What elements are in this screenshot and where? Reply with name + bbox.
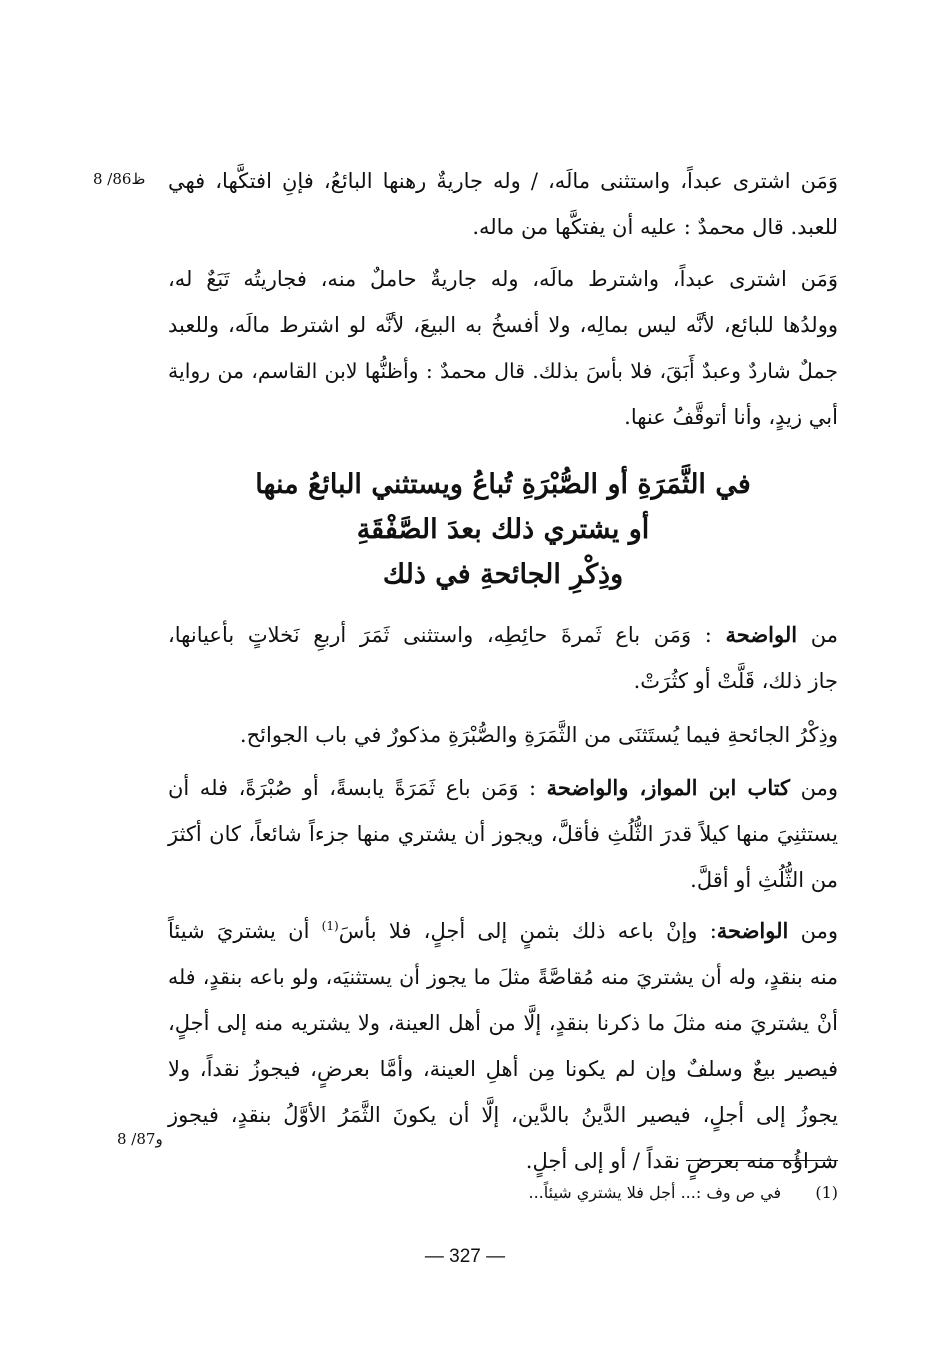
text-line: وذِكْرُ الجائحةِ فيما يُستَثنَى من الثَّمَرَةِ والصُّبْرَةِ مذكورٌ في باب الجوائح. bbox=[239, 723, 838, 747]
paragraph-5 bbox=[168, 765, 838, 903]
footnote-reference[interactable]: (1) bbox=[321, 919, 339, 933]
text-line: للعبد. قال محمدٌ : عليه أن يفتكَّها من ماله. bbox=[472, 215, 838, 239]
paragraph-3 bbox=[168, 612, 838, 704]
text-line: فيصير بيعٌ وسلفٌ وإن لم يكونا مِن أهلِ العينة، وأمَّا بعرضٍ، فيجوزُ نقداً، ولا bbox=[168, 1057, 838, 1081]
text-line: من الواضحة : وَمَن باع ثَمرةَ حائِطِه، واستثنى ثَمَرَ أربعِ نَخلاتٍ بأعيانها، bbox=[168, 622, 838, 647]
text-line: أنْ يشتريَ منه مثلَ ما ذكرنا بنقدٍ، إلَّا من أهل العينة، ولا يشتريه منه إلى أجلٍ، bbox=[168, 1011, 838, 1035]
text-line: يستثنِيَ منها كيلاً قدرَ الثُّلُثِ فأقلَّ، ويجوز أن يشتري منها جزءاً شائعاً، كان أكثرَ bbox=[168, 822, 838, 846]
page-number: — 327 — bbox=[424, 1246, 506, 1267]
text-line: من الثُّلُثِ أو أقلَّ. bbox=[690, 868, 838, 892]
text-line: شراؤُه منه بعرضٍ نقداً / أو إلى أجلٍ. bbox=[525, 1149, 838, 1173]
source-name: الواضحة bbox=[716, 918, 789, 943]
source-name: الواضحة bbox=[725, 622, 798, 647]
text-line: منه بنقدٍ، وله أن يشتريَ منه مُقاصَّةً مثلَ ما يجوز أن يستثنيَه، ولو باعه بنقدٍ، فله bbox=[168, 965, 838, 989]
paragraph-1 bbox=[168, 158, 838, 250]
text-line: جملٌ شاردٌ وعبدٌ أَبَقَ، فلا بأسَ بذلك. قال محمدٌ : وأظنُّها لابن القاسم، من رواية bbox=[168, 359, 838, 383]
text-line: أبي زيدٍ، وأنا أتوقَّفُ عنها. bbox=[624, 405, 838, 429]
text-line: ومن كتاب ابن المواز، والواضحة : وَمَن باع ثَمَرَةً يابسةً، أو صُبْرَةً، فله أن bbox=[168, 775, 838, 800]
heading-line: في الثَّمَرَةِ أو الصُّبْرَةِ تُباعُ ويستثني البائعُ منها bbox=[255, 469, 751, 500]
text-line: وَمَن اشترى عبداً، واستثنى مالَه، / وله جاريةٌ رهنها البائعُ، فإنِ افتكَّها، فهي bbox=[168, 169, 838, 193]
margin-folio-reference: 8 /87و bbox=[117, 1130, 163, 1148]
footnote bbox=[380, 1178, 838, 1208]
margin-folio-reference: 8 /86ظ bbox=[93, 170, 146, 188]
text-line: يجوزُ إلى أجلٍ، فيصير الدَّينُ بالدَّين، إلَّا أن يكونَ الثَّمَرُ الأوَّلُ بنقدٍ، فيجوز bbox=[168, 1103, 838, 1127]
footnote-number: (1) bbox=[815, 1183, 838, 1202]
heading-line: أو يشتري ذلك بعدَ الصَّفْقَةِ bbox=[356, 514, 650, 545]
text-line: ومن الواضحة: وإنْ باعه ذلك بثمنٍ إلى أجلٍ، فلا بأسَ$^{(1)}$ أن يشتريَ شيئاً bbox=[168, 918, 838, 943]
footnote-divider bbox=[686, 1160, 838, 1161]
paragraph-2 bbox=[168, 256, 838, 440]
paragraph-6 bbox=[168, 903, 838, 1184]
source-name: كتاب ابن المواز، والواضحة bbox=[546, 775, 791, 800]
text-line: وولدُها للبائع، لأنَّه ليس بمالِه، ولا أفسخُ به البيعَ، لأنَّه لو اشترط مالَه، وللعبد bbox=[168, 313, 838, 337]
text-line: وَمَن اشترى عبداً، واشترط مالَه، وله جاريةٌ حاملٌ منه، فجاريتُه تَبَعٌ له، bbox=[168, 267, 838, 291]
section-heading bbox=[168, 462, 838, 597]
footnote-text: في ص وف :... أجل فلا يشتري شيئاً... bbox=[528, 1183, 782, 1202]
text-line: جاز ذلك، قَلَّتْ أو كثُرَتْ. bbox=[633, 669, 838, 693]
heading-line: وذِكْرِ الجائحةِ في ذلك bbox=[382, 559, 624, 590]
paragraph-4 bbox=[168, 712, 838, 758]
